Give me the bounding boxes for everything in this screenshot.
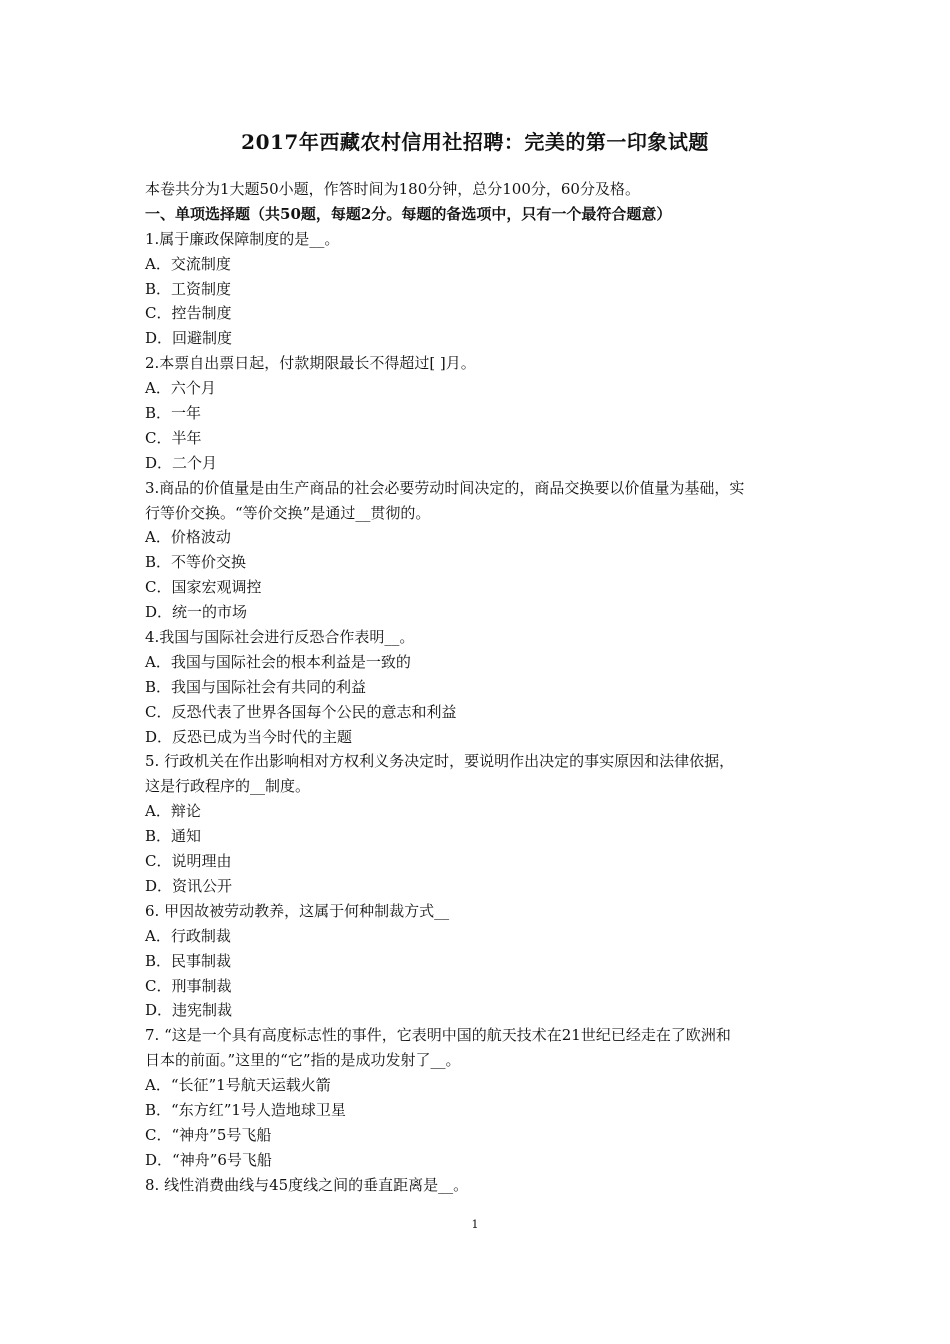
answer-option: B．我国与国际社会有共同的利益 bbox=[145, 677, 367, 696]
answer-option: C．反恐代表了世界各国每个公民的意志和利益 bbox=[145, 702, 457, 721]
answer-option: C．刑事制裁 bbox=[145, 976, 232, 995]
answer-option: A．六个月 bbox=[145, 379, 216, 398]
answer-option: B．“东方红”1号人造地球卫星 bbox=[145, 1100, 346, 1119]
question-text: 6. 甲因故被劳动教养，这属于何种制裁方式__ bbox=[145, 901, 450, 920]
answer-option: D．“神舟”6号飞船 bbox=[145, 1150, 272, 1169]
question-list bbox=[145, 227, 825, 1198]
document-body bbox=[145, 177, 825, 1198]
answer-option: B．不等价交换 bbox=[145, 553, 247, 572]
question-text: 2.本票自出票日起，付款期限最长不得超过[ ]月。 bbox=[145, 354, 476, 373]
answer-option: D．统一的市场 bbox=[145, 603, 248, 622]
question-text: 1.属于廉政保障制度的是__。 bbox=[145, 229, 340, 248]
answer-option: C．“神舟”5号飞船 bbox=[145, 1125, 272, 1144]
answer-option: D．违宪制裁 bbox=[145, 1001, 233, 1020]
question-text: 3.商品的价值量是由生产商品的社会必要劳动时间决定的，商品交换要以价值量为基础，实 bbox=[145, 478, 745, 497]
answer-option: D．回避制度 bbox=[145, 329, 233, 348]
answer-option: C．控告制度 bbox=[145, 304, 232, 323]
answer-option: C．国家宏观调控 bbox=[145, 578, 262, 597]
answer-option: D．反恐已成为当今时代的主题 bbox=[145, 727, 353, 746]
answer-option: B．工资制度 bbox=[145, 279, 232, 298]
answer-option: A．辩论 bbox=[145, 802, 201, 821]
question-text: 日本的前面。”这里的“它”指的是成功发射了__。 bbox=[145, 1051, 461, 1070]
answer-option: A．行政制裁 bbox=[145, 926, 231, 945]
answer-option: A．我国与国际社会的根本利益是一致的 bbox=[145, 652, 411, 671]
question-text: 行等价交换。“等价交换”是通过__贯彻的。 bbox=[145, 503, 431, 522]
answer-option: C．半年 bbox=[145, 428, 202, 447]
document-title: 2017年西藏农村信用社招聘：完美的第一印象试题 bbox=[241, 130, 709, 154]
answer-option: B．通知 bbox=[145, 827, 202, 846]
question-text: 这是行政程序的__制度。 bbox=[145, 777, 311, 796]
page-number: 1 bbox=[471, 1218, 479, 1231]
section-heading: 一、单项选择题（共50题，每题2分。每题的备选项中，只有一个最符合题意） bbox=[145, 204, 672, 223]
question-text: 5. 行政机关在作出影响相对方权利义务决定时，要说明作出决定的事实原因和法律依据， bbox=[145, 752, 735, 771]
answer-option: B．一年 bbox=[145, 404, 202, 423]
exam-intro: 本卷共分为1大题50小题，作答时间为180分钟，总分100分，60分及格。 bbox=[145, 180, 640, 198]
answer-option: A．交流制度 bbox=[145, 254, 231, 273]
answer-option: D．二个月 bbox=[145, 453, 218, 472]
question-text: 4.我国与国际社会进行反恐合作表明__。 bbox=[145, 628, 415, 647]
answer-option: A．价格波动 bbox=[145, 528, 231, 547]
answer-option: B．民事制裁 bbox=[145, 951, 232, 970]
question-text: 8. 线性消费曲线与45度线之间的垂直距离是__。 bbox=[145, 1175, 469, 1194]
question-text: 7. “这是一个具有高度标志性的事件，它表明中国的航天技术在21世纪已经走在了欧洲和 bbox=[145, 1026, 731, 1045]
answer-option: C．说明理由 bbox=[145, 852, 232, 871]
answer-option: D．资讯公开 bbox=[145, 876, 233, 895]
answer-option: A．“长征”1号航天运载火箭 bbox=[145, 1076, 331, 1095]
